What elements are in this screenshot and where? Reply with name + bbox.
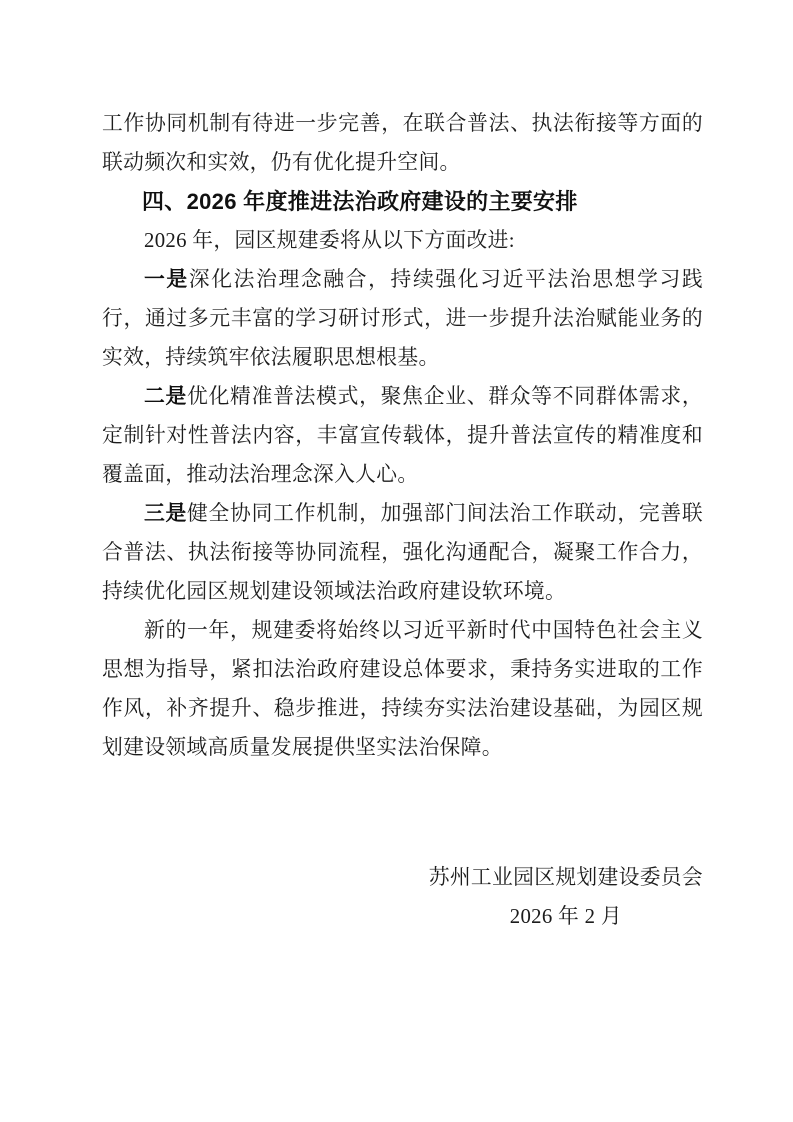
paragraph-point-two: [102, 377, 703, 494]
section-heading: 四、2026 年度推进法治政府建设的主要安排: [142, 189, 578, 214]
signature-block: [102, 858, 703, 936]
paragraph-text: 健全协同工作机制，加强部门间法治工作联动，完善联合普法、执法衔接等协同流程，强化沟通配合，凝聚工作合力，持续优化园区规划建设领域法治政府建设软环境。: [102, 502, 703, 603]
paragraph-lead-three: 三是: [144, 502, 188, 525]
paragraph-closing: 新的一年，规建委将始终以习近平新时代中国特色社会主义思想为指导，紧扣法治政府建设总体要求，秉持务实进取的工作作风，补齐提升、稳步推进，持续夯实法治建设基础，为园区规划建设领域高质量发展提供坚实法治保障。: [102, 619, 703, 759]
document-content: [102, 104, 703, 936]
paragraph-point-three: [102, 494, 703, 611]
paragraph-lead-one: 一是: [144, 268, 189, 291]
signature-date: 2026 年 2 月: [509, 905, 622, 928]
paragraph-point-one: [102, 260, 703, 377]
paragraph-text: 深化法治理念融合，持续强化习近平法治思想学习践行，通过多元丰富的学习研讨形式，进一步提升法治赋能业务的实效，持续筑牢依法履职思想根基。: [102, 268, 703, 369]
paragraph-lead-two: 二是: [144, 385, 188, 408]
paragraph-intro: 2026 年，园区规建委将从以下方面改进:: [144, 229, 515, 252]
paragraph-text: 优化精准普法模式，聚焦企业、群众等不同群体需求，定制针对性普法内容，丰富宣传载体，提升普法宣传的精准度和覆盖面，推动法治理念深入人心。: [102, 385, 703, 486]
paragraph-carryover: 工作协同机制有待进一步完善，在联合普法、执法衔接等方面的联动频次和实效，仍有优化提升空间。: [102, 112, 703, 174]
signature-organization: 苏州工业园区规划建设委员会: [428, 866, 703, 889]
signature-inner: [429, 858, 703, 936]
